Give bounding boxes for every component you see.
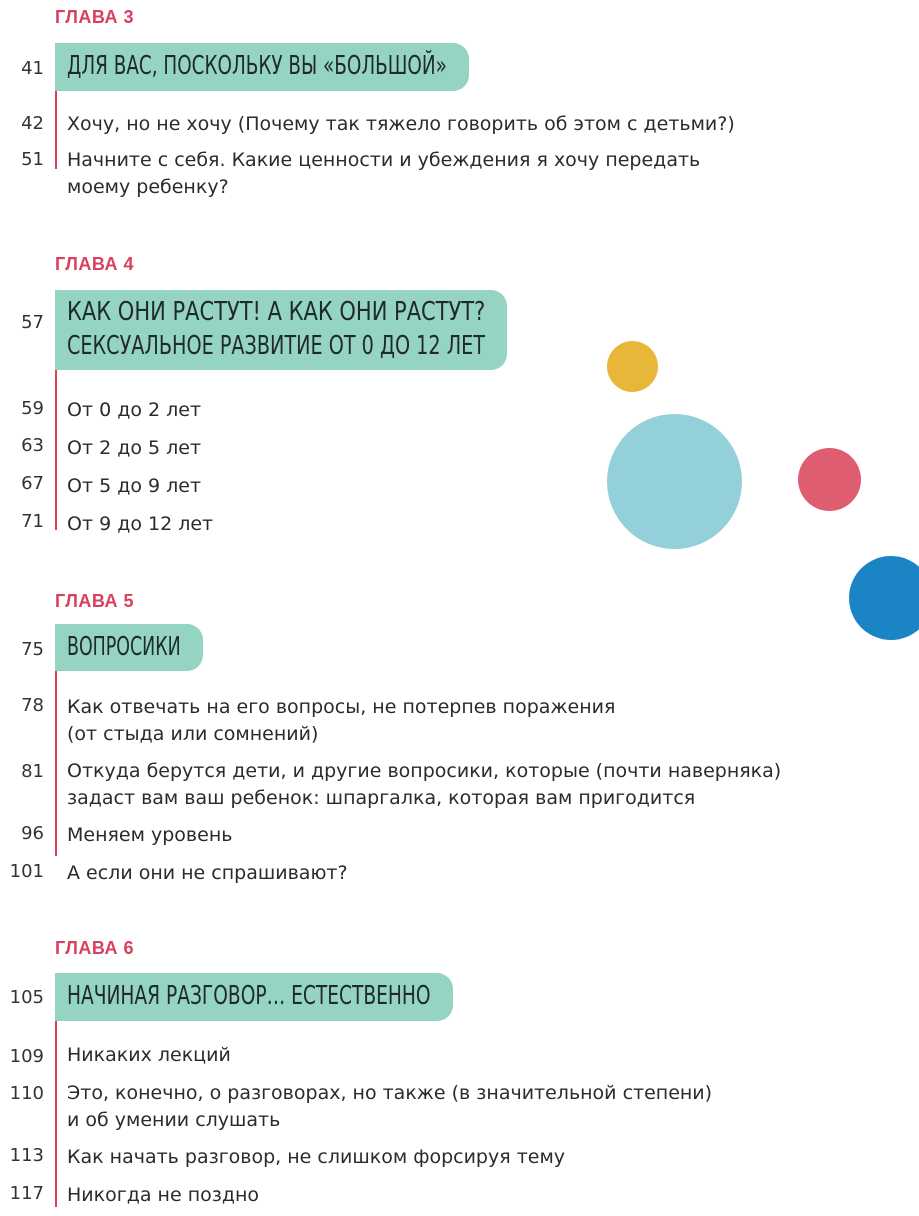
- chapter-label: ГЛАВА 4: [55, 254, 134, 274]
- chapter-title[interactable]: [55, 290, 507, 370]
- toc-entry[interactable]: [67, 694, 615, 748]
- chapter-title-text: ДЛЯ ВАС, ПОСКОЛЬКУ ВЫ «БОЛЬШОЙ»: [67, 51, 447, 82]
- chapter-title-text: НАЧИНАЯ РАЗГОВОР… ЕСТЕСТВЕННО: [67, 981, 431, 1012]
- toc-entry[interactable]: Никаких лекций: [67, 1044, 231, 1066]
- toc-entry-line: задаст вам ваш ребенок: шпаргалка, которая вам пригодится: [67, 787, 696, 809]
- decor-dot-lightblue: [607, 414, 742, 549]
- chapter-title-text: СЕКСУАЛЬНОЕ РАЗВИТИЕ ОТ 0 ДО 12 ЛЕТ: [67, 331, 486, 361]
- toc-entry[interactable]: Как начать разговор, не слишком форсируя тему: [67, 1146, 566, 1168]
- chapter-divider-line: [55, 91, 57, 169]
- chapter-title[interactable]: [55, 973, 453, 1021]
- decor-dot-blue: [849, 556, 919, 640]
- chapter-divider-line: [55, 370, 57, 530]
- toc-entry[interactable]: [67, 758, 781, 812]
- chapter-title[interactable]: [55, 43, 469, 91]
- page-number: 101: [9, 861, 44, 882]
- decor-dot-pink: [798, 448, 861, 511]
- toc-entry-line: и об умении слушать: [67, 1109, 281, 1131]
- chapter-label: ГЛАВА 3: [55, 7, 134, 27]
- toc-entry[interactable]: [67, 1080, 712, 1134]
- page-number: 105: [9, 987, 44, 1008]
- toc-entry[interactable]: А если они не спрашивают?: [67, 862, 348, 884]
- toc-entry-line: Начните с себя. Какие ценности и убеждения я хочу передать: [67, 149, 701, 171]
- toc-entry-line: (от стыда или сомнений): [67, 723, 319, 745]
- page-number: 96: [21, 823, 44, 844]
- page-number: 81: [21, 761, 44, 782]
- page-number: 41: [21, 58, 44, 79]
- toc-entry[interactable]: От 0 до 2 лет: [67, 399, 202, 421]
- chapter-divider-line: [55, 1021, 57, 1207]
- chapter-divider-line: [55, 671, 57, 856]
- page-number: 117: [9, 1183, 44, 1204]
- chapter-label: ГЛАВА 6: [55, 938, 134, 958]
- page-number: 42: [21, 113, 44, 134]
- chapter-label: ГЛАВА 5: [55, 591, 134, 611]
- toc-entry[interactable]: От 9 до 12 лет: [67, 513, 214, 535]
- page-number: 67: [21, 473, 44, 494]
- page-number: 63: [21, 435, 44, 456]
- page-number: 57: [21, 312, 44, 333]
- toc-entry[interactable]: Меняем уровень: [67, 824, 233, 846]
- page-number: 75: [21, 639, 44, 660]
- page-number: 113: [9, 1145, 44, 1166]
- chapter-title[interactable]: [55, 624, 203, 671]
- chapter-title-text: ВОПРОСИКИ: [67, 631, 181, 662]
- page-number: 71: [21, 511, 44, 532]
- toc-entry[interactable]: [67, 147, 700, 201]
- page-number: 110: [9, 1083, 44, 1104]
- chapter-title-text: КАК ОНИ РАСТУТ! А КАК ОНИ РАСТУТ?: [67, 297, 486, 328]
- toc-entry[interactable]: От 5 до 9 лет: [67, 475, 202, 497]
- toc-entry[interactable]: Никогда не поздно: [67, 1184, 260, 1206]
- page-number: 78: [21, 695, 44, 716]
- toc-entry-line: моему ребенку?: [67, 176, 229, 198]
- page-number: 51: [21, 149, 44, 170]
- page-number: 109: [9, 1046, 44, 1067]
- toc-entry-line: Как отвечать на его вопросы, не потерпев поражения: [67, 696, 616, 718]
- toc-entry[interactable]: Хочу, но не хочу (Почему так тяжело говорить об этом с детьми?): [67, 113, 735, 135]
- page-number: 59: [21, 398, 44, 419]
- toc-entry[interactable]: От 2 до 5 лет: [67, 437, 202, 459]
- decor-dot-yellow: [607, 341, 658, 392]
- toc-entry-line: Откуда берутся дети, и другие вопросики, которые (почти наверняка): [67, 760, 782, 782]
- toc-entry-line: Это, конечно, о разговорах, но также (в значительной степени): [67, 1082, 713, 1104]
